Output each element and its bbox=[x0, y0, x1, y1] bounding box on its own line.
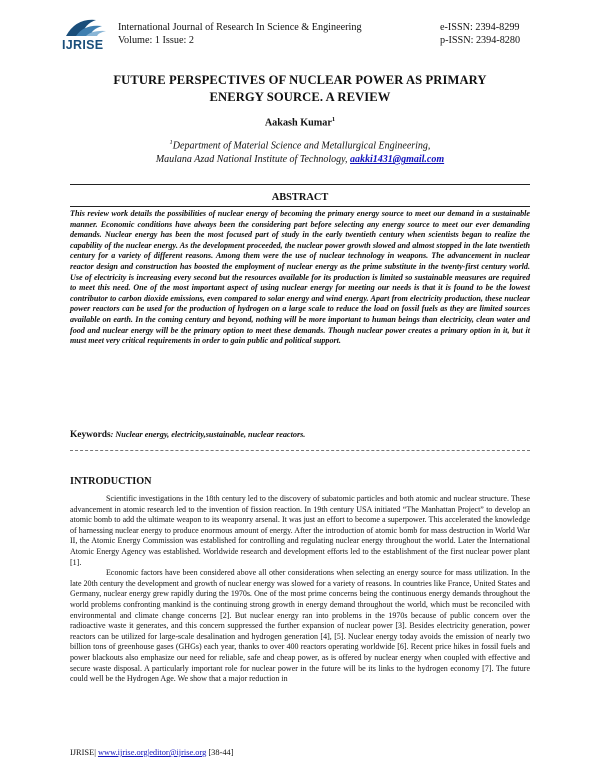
keywords-label: Keywords bbox=[70, 430, 111, 440]
abstract-top-rule bbox=[70, 184, 530, 185]
author-email-link[interactable]: aakki1431@gmail.com bbox=[350, 154, 445, 166]
pissn: p-ISSN: 2394-8280 bbox=[440, 35, 521, 46]
abstract-text: This review work details the possibilities of nuclear energy of becoming the primary energy source to meet our demand in a sustainable manner. Economic conditions have always been the considering part before selecting any energy source to meet our ever demanding demands. Nuclear energy has been the most focused part of study in the early twentieth century when scientists began to realize the capability of the nuclear energy. As the development proceeded, the nuclear power growth slowed and almost stopped in the late twentieth century for a variety of different reasons. Among them were the use of nuclear technology in weapons. The advancement in nuclear reactor design and construction has boosted the employment of nuclear energy as the prime substitute in the twenty-first century world. Use of electricity is increasing every second but the resources available for its production is limited so sustainable measures are required to meet this need. One of the most important aspect of using nuclear energy for meeting our needs is that it is found to be the lowest contributor to carbon dioxide emissions, even compared to solar energy and wind energy. Apart from electricity production, these nuclear power reactors can be used for the production of hydrogen on a large scale to reduce the load on fossil fuels as they are limited sources available on earth. In the coming century and beyond, nothing will be more important to human beings than electricity, clean water and food and nuclear energy will be the primary option to meet these demands. Though nuclear power creates a primary option in it, but it must meet very critical requirements in order to gain public and political support. bbox=[70, 209, 530, 346]
journal-header bbox=[0, 0, 600, 60]
journal-name: International Journal of Research In Science & Engineering bbox=[118, 22, 362, 33]
intro-paragraph-2: Economic factors have been considered above all other considerations when selecting an energy source for mass utilization. In the late 20th century the development and growth of nuclear energy was slowed for a variety of reasons. In countries like France, United States and Germany, nuclear energy grew rapidly during the 1970s. One of the most prime concerns being the continuous energy demands throughout the world problems confronting mankind is the continuing strong growth in energy demand throughout the world, which must be reconciled with environmental and climate change concerns [2]. But nuclear energy ran into problems in the 1970s because of public concern over the radioactive waste it generates, and this concern suppressed the further expansion of nuclear power [3]. Besides electricity generation, power reactors can be utilized for large-scale desalination and hydrogen generation [4], [5]. Nuclear energy today avoids the emission of nearly two billion tons of greenhouse gases (GHGs) each year, thanks to over 400 reactors operating worldwide [6]. Recent price hikes in fossil fuels and power blackouts also emphasize our need for reliable, safe and cheap power, as is offered by nuclear energy when coupled with effective and secure waste disposal. A particularly important role for nuclear power in the future will be its links to the hydrogen economy [7]. The future could well be the Hydrogen Age. We show that a major reduction in bbox=[70, 568, 530, 684]
abstract-heading: ABSTRACT bbox=[271, 192, 329, 203]
abstract-heading-rule bbox=[70, 206, 530, 207]
keywords bbox=[70, 430, 530, 440]
author-sup: 1 bbox=[331, 116, 336, 123]
title-line-1: FUTURE PERSPECTIVES OF NUCLEAR POWER AS PRIMARY bbox=[113, 73, 487, 87]
keywords-values: : Nuclear energy, electricity,sustainable, nuclear reactors. bbox=[110, 430, 306, 439]
footer-prefix: IJRISE| bbox=[70, 748, 98, 757]
author-name bbox=[60, 116, 540, 128]
eissn: e-ISSN: 2394-8299 bbox=[440, 22, 520, 33]
affil-line-2: Maulana Azad National Institute of Technology, bbox=[155, 154, 350, 166]
introduction-body bbox=[70, 494, 530, 685]
journal-info bbox=[118, 21, 362, 47]
paper-title bbox=[60, 72, 540, 106]
logo-wordmark: IJRISE bbox=[62, 38, 104, 52]
intro-paragraph-1: Scientific investigations in the 18th century led to the discovery of subatomic particles and both atomic and nuclear structure. These advancement in atomic research led to the invention of fission reaction. In 19th century USA initiated “The Manhattan Project” to develop an atomic bomb to add the ultimate weapon to its weaponry arsenal. It was just an effort to become a superpower. This accelerated the knowledge of harnessing nuclear energy to produce enormous amount of energy. After the introduction of atomic bomb for mass destruction in World War II, the Atomic Energy Commission was established for controlling and regulating nuclear energy throughout the world. Later the International Atomic Energy Agency was established. Worldwide research and development efforts led to the establishment of the first nuclear power plant [1]. bbox=[70, 494, 530, 567]
introduction-heading: INTRODUCTION bbox=[70, 476, 152, 487]
issn-info bbox=[440, 21, 530, 47]
affiliation bbox=[60, 136, 540, 167]
journal-logo-icon bbox=[62, 14, 114, 60]
volume-issue: Volume: 1 Issue: 2 bbox=[118, 35, 194, 46]
title-line-2: ENERGY SOURCE. A REVIEW bbox=[209, 90, 391, 104]
affil-sup: 1 bbox=[169, 139, 173, 146]
footer-pages: [38-44] bbox=[208, 748, 234, 757]
page-footer bbox=[70, 748, 234, 757]
footer-website-link[interactable]: www.ijrise.org|editor@ijrise.org bbox=[97, 748, 207, 757]
affil-line-1: Department of Material Science and Metallurgical Engineering, bbox=[172, 140, 431, 152]
section-divider bbox=[70, 450, 530, 451]
author-text: Aakash Kumar bbox=[264, 117, 332, 129]
